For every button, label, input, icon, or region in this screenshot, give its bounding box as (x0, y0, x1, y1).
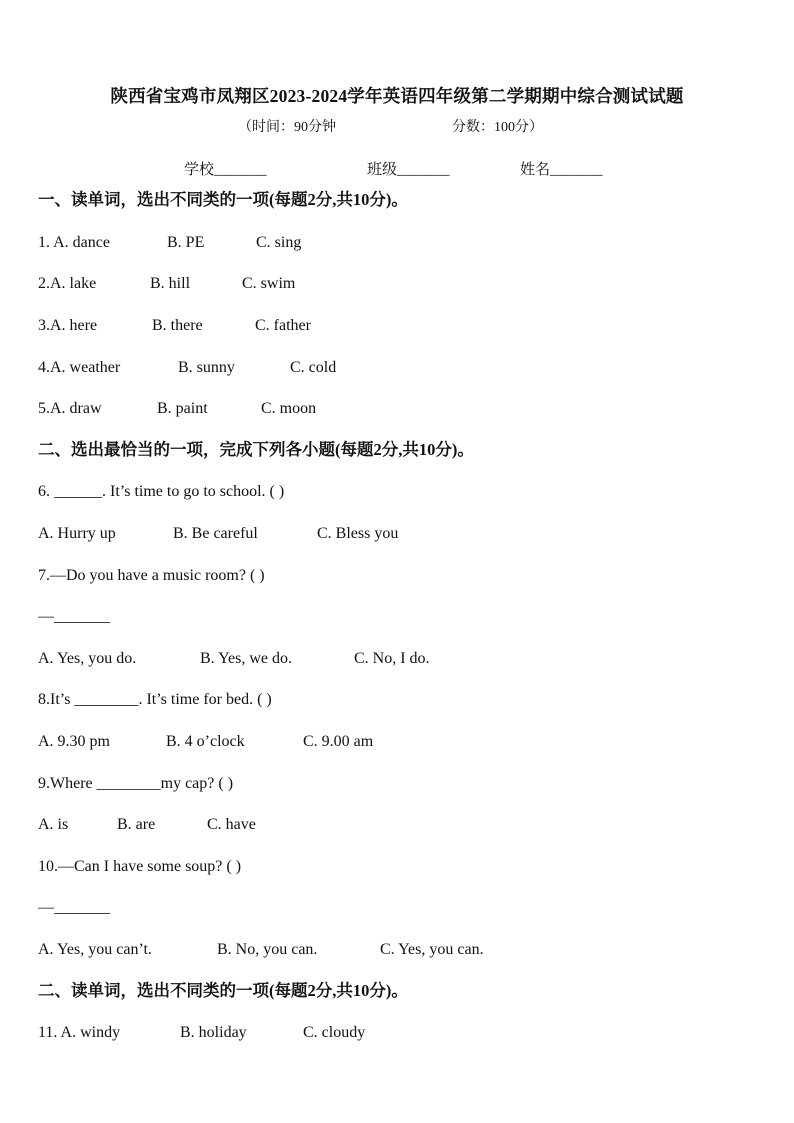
option-c: C. moon (261, 400, 317, 417)
class-field: 班级_______ (367, 162, 450, 178)
page-title: 陕西省宝鸡市凤翔区2023-2024学年英语四年级第二学期期中综合测试试题 (110, 86, 684, 106)
option-b: B. Be careful (173, 525, 258, 542)
option-b: B. paint (157, 400, 208, 417)
option-a: A. is (38, 816, 69, 833)
option-c: C. 9.00 am (303, 733, 374, 750)
question-stem: 7.—Do you have a music room? ( ) (38, 567, 265, 584)
option-a: 3.A. here (38, 317, 98, 334)
option-a: 5.A. draw (38, 400, 102, 417)
option-b: B. hill (150, 275, 191, 292)
option-b: B. No, you can. (217, 941, 318, 958)
option-c: C. Bless you (317, 525, 399, 542)
option-c: C. father (255, 317, 311, 334)
option-c: C. cold (290, 359, 337, 376)
option-c: C. Yes, you can. (380, 941, 484, 958)
option-a: 11. A. windy (38, 1024, 121, 1041)
answer-blank: —_______ (38, 899, 110, 916)
option-a: 1. A. dance (38, 234, 110, 251)
option-c: C. cloudy (303, 1024, 366, 1041)
question-stem: 10.—Can I have some soup? ( ) (38, 858, 242, 875)
school-field: 学校_______ (184, 162, 267, 178)
option-b: B. PE (167, 234, 205, 251)
option-a: 2.A. lake (38, 275, 97, 292)
option-c: C. sing (256, 234, 302, 251)
option-c: C. No, I do. (354, 650, 430, 667)
question-stem: 9.Where ________my cap? ( ) (38, 775, 234, 792)
exam-score: 分数：100分） (452, 120, 543, 135)
option-a: A. Yes, you can’t. (38, 941, 152, 958)
name-field: 姓名_______ (520, 162, 603, 178)
option-b: B. sunny (178, 359, 235, 376)
option-a: 4.A. weather (38, 359, 121, 376)
option-c: C. have (207, 816, 256, 833)
option-a: A. 9.30 pm (38, 733, 110, 750)
option-b: B. 4 o’clock (166, 733, 245, 750)
section-heading: 二、选出最恰当的一项，完成下列各小题(每题2分,共10分)。 (38, 440, 474, 459)
option-a: A. Yes, you do. (38, 650, 137, 667)
answer-blank: —_______ (38, 608, 110, 625)
question-stem: 8.It’s ________. It’s time for bed. ( ) (38, 691, 272, 708)
option-b: B. are (117, 816, 156, 833)
question-stem: 6. ______. It’s time to go to school. ( ) (38, 483, 285, 500)
option-a: A. Hurry up (38, 525, 116, 542)
option-b: B. there (152, 317, 203, 334)
section-heading: 二、读单词，选出不同类的一项(每题2分,共10分)。 (38, 981, 408, 1000)
option-b: B. Yes, we do. (200, 650, 293, 667)
option-c: C. swim (242, 275, 296, 292)
section-heading: 一、读单词，选出不同类的一项(每题2分,共10分)。 (38, 190, 408, 209)
option-b: B. holiday (180, 1024, 247, 1041)
exam-time: （时间：90分钟 (238, 120, 336, 135)
